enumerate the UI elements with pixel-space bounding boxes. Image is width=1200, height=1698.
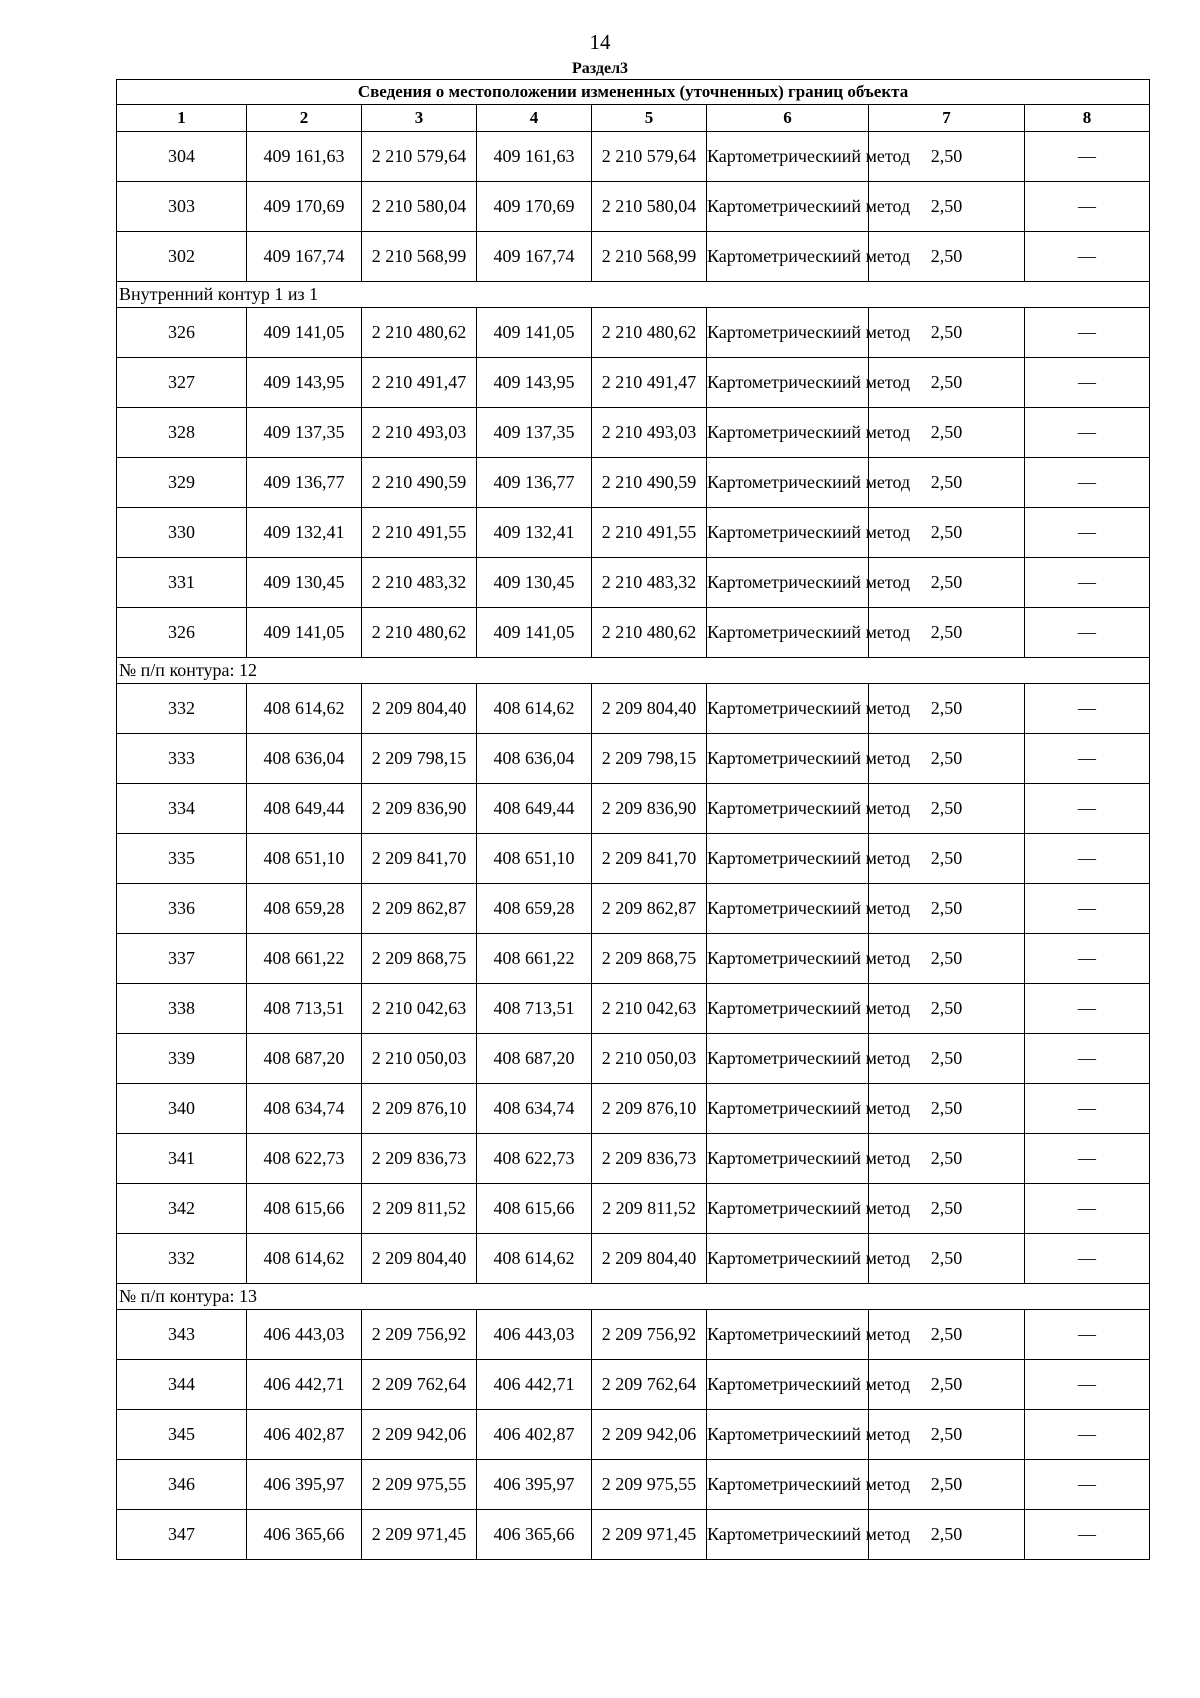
x-new-cell: 408 713,51	[477, 984, 592, 1034]
y-new-cell: 2 209 804,40	[592, 1234, 707, 1284]
x-new-cell: 409 136,77	[477, 458, 592, 508]
point-number-cell: 341	[117, 1134, 247, 1184]
y-old-cell: 2 210 050,03	[362, 1034, 477, 1084]
method-cell: Картометрическиий метод	[707, 358, 869, 408]
point-number-cell: 336	[117, 884, 247, 934]
y-old-cell: 2 210 491,47	[362, 358, 477, 408]
x-old-cell: 408 687,20	[247, 1034, 362, 1084]
x-old-cell: 408 622,73	[247, 1134, 362, 1184]
column-header: 6	[707, 105, 869, 132]
x-new-cell: 406 395,97	[477, 1460, 592, 1510]
method-cell: Картометрическиий метод	[707, 1134, 869, 1184]
description-cell: —	[1025, 458, 1150, 508]
x-old-cell: 408 615,66	[247, 1184, 362, 1234]
method-cell: Картометрическиий метод	[707, 684, 869, 734]
description-cell: —	[1025, 1084, 1150, 1134]
accuracy-cell: 2,50	[869, 358, 1025, 408]
x-new-cell: 408 634,74	[477, 1084, 592, 1134]
description-cell: —	[1025, 232, 1150, 282]
accuracy-cell: 2,50	[869, 1034, 1025, 1084]
method-cell: Картометрическиий метод	[707, 608, 869, 658]
description-cell: —	[1025, 934, 1150, 984]
boundary-coordinates-table	[116, 79, 1150, 1560]
description-cell: —	[1025, 1134, 1150, 1184]
x-old-cell: 408 713,51	[247, 984, 362, 1034]
y-new-cell: 2 209 868,75	[592, 934, 707, 984]
y-new-cell: 2 210 042,63	[592, 984, 707, 1034]
y-old-cell: 2 210 568,99	[362, 232, 477, 282]
point-number-cell: 304	[117, 132, 247, 182]
accuracy-cell: 2,50	[869, 232, 1025, 282]
x-new-cell: 408 659,28	[477, 884, 592, 934]
y-old-cell: 2 210 480,62	[362, 608, 477, 658]
table-row	[117, 508, 1150, 558]
table-caption-row	[117, 80, 1150, 105]
contour-group-label: Внутренний контур 1 из 1	[117, 282, 1150, 308]
point-number-cell: 338	[117, 984, 247, 1034]
x-new-cell: 406 402,87	[477, 1410, 592, 1460]
y-new-cell: 2 210 050,03	[592, 1034, 707, 1084]
x-new-cell: 406 365,66	[477, 1510, 592, 1560]
x-new-cell: 409 132,41	[477, 508, 592, 558]
y-new-cell: 2 209 762,64	[592, 1360, 707, 1410]
x-old-cell: 409 141,05	[247, 608, 362, 658]
point-number-cell: 329	[117, 458, 247, 508]
method-cell: Картометрическиий метод	[707, 784, 869, 834]
y-old-cell: 2 210 480,62	[362, 308, 477, 358]
contour-group-label: № п/п контура: 13	[117, 1284, 1150, 1310]
y-old-cell: 2 209 975,55	[362, 1460, 477, 1510]
y-new-cell: 2 209 836,90	[592, 784, 707, 834]
accuracy-cell: 2,50	[869, 784, 1025, 834]
accuracy-cell: 2,50	[869, 734, 1025, 784]
y-new-cell: 2 210 579,64	[592, 132, 707, 182]
x-old-cell: 406 365,66	[247, 1510, 362, 1560]
table-row	[117, 458, 1150, 508]
description-cell: —	[1025, 558, 1150, 608]
accuracy-cell: 2,50	[869, 834, 1025, 884]
x-new-cell: 408 636,04	[477, 734, 592, 784]
y-new-cell: 2 210 483,32	[592, 558, 707, 608]
accuracy-cell: 2,50	[869, 684, 1025, 734]
y-new-cell: 2 209 876,10	[592, 1084, 707, 1134]
contour-group-row	[117, 658, 1150, 684]
description-cell: —	[1025, 1360, 1150, 1410]
method-cell: Картометрическиий метод	[707, 734, 869, 784]
method-cell: Картометрическиий метод	[707, 1510, 869, 1560]
point-number-cell: 335	[117, 834, 247, 884]
x-new-cell: 409 141,05	[477, 308, 592, 358]
method-cell: Картометрическиий метод	[707, 1310, 869, 1360]
description-cell: —	[1025, 834, 1150, 884]
description-cell: —	[1025, 734, 1150, 784]
point-number-cell: 331	[117, 558, 247, 608]
x-new-cell: 408 614,62	[477, 684, 592, 734]
accuracy-cell: 2,50	[869, 182, 1025, 232]
x-new-cell: 409 161,63	[477, 132, 592, 182]
method-cell: Картометрическиий метод	[707, 1234, 869, 1284]
table-row	[117, 358, 1150, 408]
column-header: 5	[592, 105, 707, 132]
x-new-cell: 409 167,74	[477, 232, 592, 282]
point-number-cell: 303	[117, 182, 247, 232]
description-cell: —	[1025, 884, 1150, 934]
y-new-cell: 2 209 804,40	[592, 684, 707, 734]
column-header: 7	[869, 105, 1025, 132]
y-old-cell: 2 209 798,15	[362, 734, 477, 784]
contour-group-row	[117, 1284, 1150, 1310]
y-new-cell: 2 210 491,47	[592, 358, 707, 408]
x-new-cell: 408 687,20	[477, 1034, 592, 1084]
point-number-cell: 332	[117, 684, 247, 734]
point-number-cell: 346	[117, 1460, 247, 1510]
x-new-cell: 408 661,22	[477, 934, 592, 984]
table-row	[117, 784, 1150, 834]
y-old-cell: 2 210 483,32	[362, 558, 477, 608]
description-cell: —	[1025, 1510, 1150, 1560]
method-cell: Картометрическиий метод	[707, 1410, 869, 1460]
y-new-cell: 2 210 491,55	[592, 508, 707, 558]
accuracy-cell: 2,50	[869, 1184, 1025, 1234]
table-row	[117, 132, 1150, 182]
point-number-cell: 347	[117, 1510, 247, 1560]
description-cell: —	[1025, 358, 1150, 408]
point-number-cell: 342	[117, 1184, 247, 1234]
description-cell: —	[1025, 308, 1150, 358]
table-row	[117, 558, 1150, 608]
method-cell: Картометрическиий метод	[707, 1184, 869, 1234]
point-number-cell: 330	[117, 508, 247, 558]
x-old-cell: 409 141,05	[247, 308, 362, 358]
column-header: 8	[1025, 105, 1150, 132]
accuracy-cell: 2,50	[869, 984, 1025, 1034]
accuracy-cell: 2,50	[869, 1134, 1025, 1184]
point-number-cell: 333	[117, 734, 247, 784]
point-number-cell: 332	[117, 1234, 247, 1284]
x-old-cell: 406 443,03	[247, 1310, 362, 1360]
y-old-cell: 2 209 811,52	[362, 1184, 477, 1234]
point-number-cell: 326	[117, 308, 247, 358]
method-cell: Картометрическиий метод	[707, 182, 869, 232]
x-old-cell: 408 661,22	[247, 934, 362, 984]
x-new-cell: 408 614,62	[477, 1234, 592, 1284]
accuracy-cell: 2,50	[869, 1360, 1025, 1410]
accuracy-cell: 2,50	[869, 608, 1025, 658]
method-cell: Картометрическиий метод	[707, 408, 869, 458]
y-old-cell: 2 210 491,55	[362, 508, 477, 558]
y-new-cell: 2 210 580,04	[592, 182, 707, 232]
table-row	[117, 884, 1150, 934]
y-old-cell: 2 210 580,04	[362, 182, 477, 232]
table-row	[117, 1234, 1150, 1284]
accuracy-cell: 2,50	[869, 308, 1025, 358]
description-cell: —	[1025, 1410, 1150, 1460]
table-row	[117, 1184, 1150, 1234]
x-old-cell: 408 614,62	[247, 1234, 362, 1284]
description-cell: —	[1025, 408, 1150, 458]
point-number-cell: 340	[117, 1084, 247, 1134]
x-old-cell: 409 132,41	[247, 508, 362, 558]
section-title: Раздел3	[571, 60, 629, 77]
y-new-cell: 2 209 756,92	[592, 1310, 707, 1360]
point-number-cell: 334	[117, 784, 247, 834]
x-old-cell: 408 636,04	[247, 734, 362, 784]
accuracy-cell: 2,50	[869, 884, 1025, 934]
y-old-cell: 2 209 942,06	[362, 1410, 477, 1460]
contour-group-row	[117, 282, 1150, 308]
y-old-cell: 2 209 836,90	[362, 784, 477, 834]
table-row	[117, 1134, 1150, 1184]
table-row	[117, 1084, 1150, 1134]
table-row	[117, 1034, 1150, 1084]
method-cell: Картометрическиий метод	[707, 1084, 869, 1134]
x-old-cell: 408 614,62	[247, 684, 362, 734]
table-row	[117, 1510, 1150, 1560]
x-new-cell: 406 443,03	[477, 1310, 592, 1360]
method-cell: Картометрическиий метод	[707, 558, 869, 608]
x-new-cell: 408 615,66	[477, 1184, 592, 1234]
y-old-cell: 2 209 762,64	[362, 1360, 477, 1410]
column-header: 1	[117, 105, 247, 132]
y-new-cell: 2 210 480,62	[592, 608, 707, 658]
table-row	[117, 984, 1150, 1034]
x-old-cell: 406 395,97	[247, 1460, 362, 1510]
point-number-cell: 339	[117, 1034, 247, 1084]
y-old-cell: 2 209 804,40	[362, 1234, 477, 1284]
column-header: 3	[362, 105, 477, 132]
accuracy-cell: 2,50	[869, 1234, 1025, 1284]
x-new-cell: 409 137,35	[477, 408, 592, 458]
accuracy-cell: 2,50	[869, 1410, 1025, 1460]
y-old-cell: 2 209 876,10	[362, 1084, 477, 1134]
x-old-cell: 409 170,69	[247, 182, 362, 232]
column-header-row	[117, 105, 1150, 132]
accuracy-cell: 2,50	[869, 1310, 1025, 1360]
description-cell: —	[1025, 508, 1150, 558]
table-row	[117, 408, 1150, 458]
y-new-cell: 2 209 811,52	[592, 1184, 707, 1234]
point-number-cell: 328	[117, 408, 247, 458]
x-new-cell: 409 170,69	[477, 182, 592, 232]
table-row	[117, 308, 1150, 358]
y-new-cell: 2 209 798,15	[592, 734, 707, 784]
y-new-cell: 2 210 493,03	[592, 408, 707, 458]
y-new-cell: 2 210 568,99	[592, 232, 707, 282]
y-old-cell: 2 210 042,63	[362, 984, 477, 1034]
y-new-cell: 2 209 942,06	[592, 1410, 707, 1460]
method-cell: Картометрическиий метод	[707, 834, 869, 884]
x-new-cell: 408 649,44	[477, 784, 592, 834]
x-new-cell: 409 143,95	[477, 358, 592, 408]
method-cell: Картометрическиий метод	[707, 1460, 869, 1510]
description-cell: —	[1025, 1460, 1150, 1510]
table-row	[117, 232, 1150, 282]
table-row	[117, 834, 1150, 884]
x-old-cell: 409 136,77	[247, 458, 362, 508]
x-old-cell: 406 442,71	[247, 1360, 362, 1410]
y-old-cell: 2 210 493,03	[362, 408, 477, 458]
method-cell: Картометрическиий метод	[707, 308, 869, 358]
x-new-cell: 409 130,45	[477, 558, 592, 608]
x-old-cell: 409 130,45	[247, 558, 362, 608]
point-number-cell: 344	[117, 1360, 247, 1410]
y-old-cell: 2 209 836,73	[362, 1134, 477, 1184]
method-cell: Картометрическиий метод	[707, 884, 869, 934]
x-new-cell: 406 442,71	[477, 1360, 592, 1410]
y-new-cell: 2 209 971,45	[592, 1510, 707, 1560]
x-old-cell: 409 143,95	[247, 358, 362, 408]
y-new-cell: 2 209 862,87	[592, 884, 707, 934]
x-old-cell: 408 634,74	[247, 1084, 362, 1134]
method-cell: Картометрическиий метод	[707, 232, 869, 282]
y-new-cell: 2 210 480,62	[592, 308, 707, 358]
description-cell: —	[1025, 1184, 1150, 1234]
accuracy-cell: 2,50	[869, 1084, 1025, 1134]
column-header: 2	[247, 105, 362, 132]
description-cell: —	[1025, 684, 1150, 734]
x-old-cell: 408 659,28	[247, 884, 362, 934]
table-row	[117, 1310, 1150, 1360]
method-cell: Картометрическиий метод	[707, 458, 869, 508]
accuracy-cell: 2,50	[869, 934, 1025, 984]
method-cell: Картометрическиий метод	[707, 984, 869, 1034]
x-old-cell: 408 651,10	[247, 834, 362, 884]
x-old-cell: 409 161,63	[247, 132, 362, 182]
method-cell: Картометрическиий метод	[707, 1360, 869, 1410]
method-cell: Картометрическиий метод	[707, 132, 869, 182]
accuracy-cell: 2,50	[869, 558, 1025, 608]
table-row	[117, 684, 1150, 734]
y-old-cell: 2 210 490,59	[362, 458, 477, 508]
description-cell: —	[1025, 1234, 1150, 1284]
table-row	[117, 734, 1150, 784]
column-header: 4	[477, 105, 592, 132]
description-cell: —	[1025, 984, 1150, 1034]
point-number-cell: 327	[117, 358, 247, 408]
table-row	[117, 1460, 1150, 1510]
accuracy-cell: 2,50	[869, 1460, 1025, 1510]
y-old-cell: 2 209 971,45	[362, 1510, 477, 1560]
point-number-cell: 343	[117, 1310, 247, 1360]
description-cell: —	[1025, 1034, 1150, 1084]
y-new-cell: 2 209 975,55	[592, 1460, 707, 1510]
description-cell: —	[1025, 608, 1150, 658]
y-old-cell: 2 209 756,92	[362, 1310, 477, 1360]
description-cell: —	[1025, 182, 1150, 232]
accuracy-cell: 2,50	[869, 132, 1025, 182]
table-row	[117, 934, 1150, 984]
table-body	[117, 132, 1150, 1560]
y-old-cell: 2 209 862,87	[362, 884, 477, 934]
accuracy-cell: 2,50	[869, 508, 1025, 558]
x-old-cell: 409 167,74	[247, 232, 362, 282]
table-row	[117, 608, 1150, 658]
point-number-cell: 302	[117, 232, 247, 282]
description-cell: —	[1025, 1310, 1150, 1360]
x-old-cell: 408 649,44	[247, 784, 362, 834]
y-old-cell: 2 210 579,64	[362, 132, 477, 182]
table-row	[117, 1410, 1150, 1460]
point-number-cell: 337	[117, 934, 247, 984]
point-number-cell: 326	[117, 608, 247, 658]
point-number-cell: 345	[117, 1410, 247, 1460]
x-old-cell: 409 137,35	[247, 408, 362, 458]
table-row	[117, 182, 1150, 232]
y-new-cell: 2 209 841,70	[592, 834, 707, 884]
y-old-cell: 2 209 804,40	[362, 684, 477, 734]
page-number: 14	[589, 30, 611, 54]
x-new-cell: 408 651,10	[477, 834, 592, 884]
x-new-cell: 408 622,73	[477, 1134, 592, 1184]
accuracy-cell: 2,50	[869, 458, 1025, 508]
description-cell: —	[1025, 784, 1150, 834]
description-cell: —	[1025, 132, 1150, 182]
y-new-cell: 2 210 490,59	[592, 458, 707, 508]
table-row	[117, 1360, 1150, 1410]
accuracy-cell: 2,50	[869, 1510, 1025, 1560]
contour-group-label: № п/п контура: 12	[117, 658, 1150, 684]
method-cell: Картометрическиий метод	[707, 508, 869, 558]
accuracy-cell: 2,50	[869, 408, 1025, 458]
y-old-cell: 2 209 868,75	[362, 934, 477, 984]
x-new-cell: 409 141,05	[477, 608, 592, 658]
method-cell: Картометрическиий метод	[707, 1034, 869, 1084]
y-new-cell: 2 209 836,73	[592, 1134, 707, 1184]
y-old-cell: 2 209 841,70	[362, 834, 477, 884]
x-old-cell: 406 402,87	[247, 1410, 362, 1460]
method-cell: Картометрическиий метод	[707, 934, 869, 984]
table-caption: Сведения о местоположении измененных (уточненных) границ объекта	[117, 80, 1150, 105]
